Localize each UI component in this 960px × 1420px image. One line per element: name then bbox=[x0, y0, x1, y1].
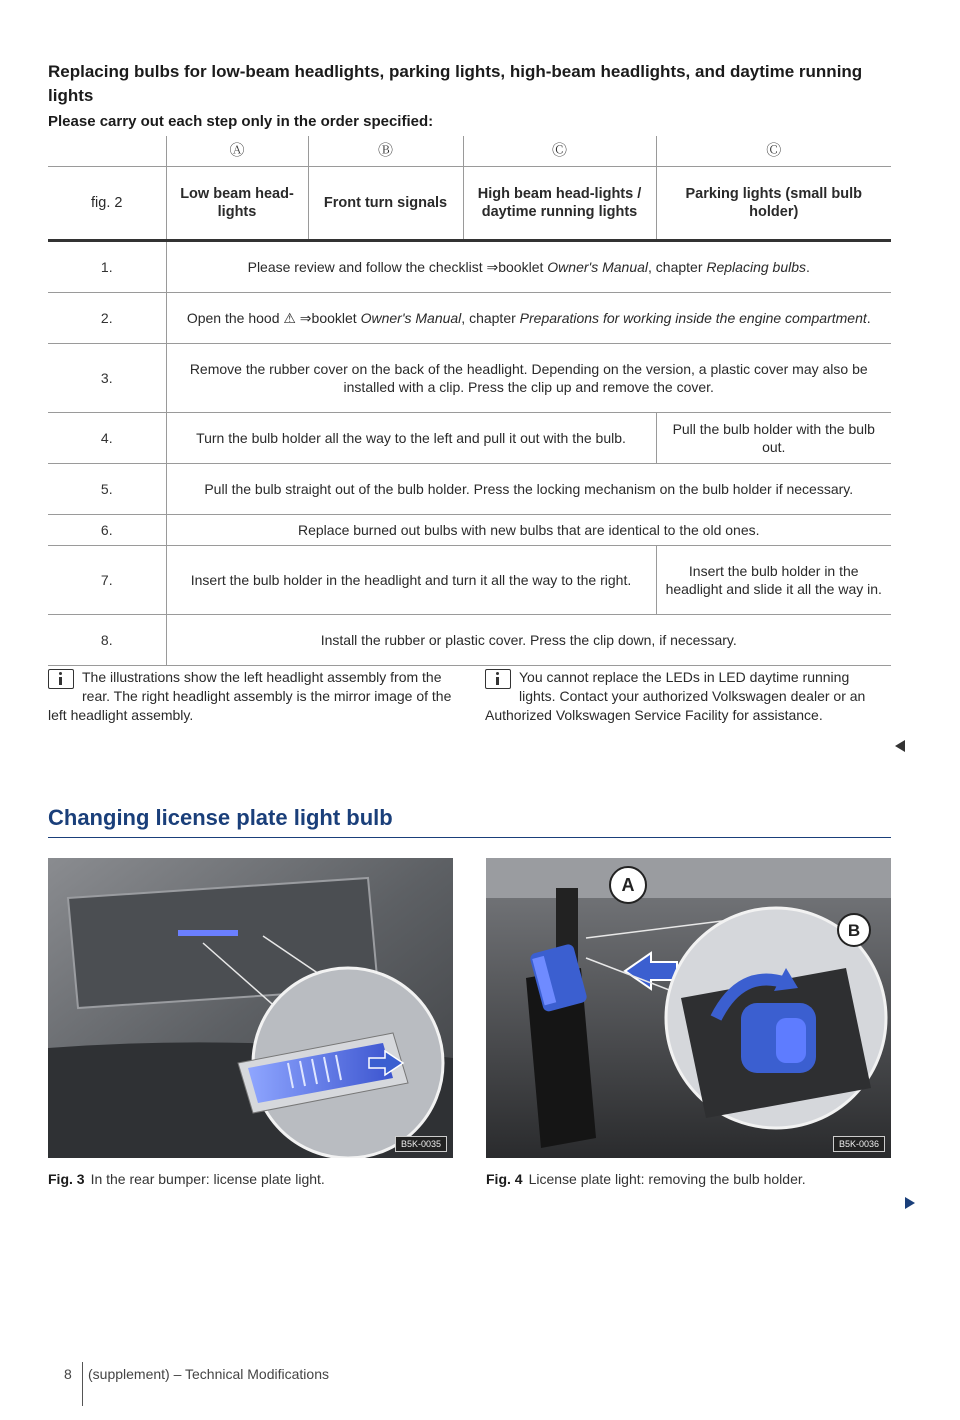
note-left: The illustrations show the left headlight assembly from the rear. The right headlight assembly is the mirror image of the left headlight assembly. bbox=[48, 669, 452, 723]
figure-3 bbox=[48, 858, 453, 1158]
footer-divider bbox=[82, 1362, 83, 1406]
figure-4-caption: Fig. 4 License plate light: removing the bulb holder. bbox=[486, 1171, 806, 1187]
note-right: You cannot replace the LEDs in LED daytime running lights. Contact your authorized Volkswagen dealer or an Authorized Volkswagen Service Facility for assistance. bbox=[485, 669, 866, 723]
page-title: Replacing bulbs for low-beam headlights, parking lights, high-beam headlights, and daytime running lights bbox=[48, 62, 863, 105]
fig-label: fig. 2 bbox=[91, 195, 123, 211]
info-icon bbox=[485, 669, 511, 689]
figure-code: B5K-0036 bbox=[833, 1136, 885, 1152]
page-footer bbox=[64, 1366, 329, 1382]
bulb-holder-removal-illustration bbox=[486, 858, 891, 1158]
page-number: 8 bbox=[64, 1366, 72, 1382]
table-row: 8. Install the rubber or plastic cover. Press the clip down, if necessary. bbox=[48, 615, 891, 666]
steps-table bbox=[48, 136, 891, 666]
step-text: Remove the rubber cover on the back of the headlight. Depending on the version, a plastic cover may also be installed with a clip. Press the clip up and remove the cover. bbox=[166, 344, 891, 413]
symbol-c: Ⓒ bbox=[463, 136, 656, 167]
info-icon bbox=[48, 669, 74, 689]
table-row: 7. Insert the bulb holder in the headlight and turn it all the way to the right. Insert the bulb holder in the headlight and slide it all the way in. bbox=[48, 546, 891, 615]
section-end-icon bbox=[895, 740, 905, 752]
header-turn-signals: Front turn signals bbox=[308, 167, 463, 241]
step-text: Replace burned out bulbs with new bulbs that are identical to the old ones. bbox=[166, 515, 891, 546]
step-text-left: Turn the bulb holder all the way to the left and pull it out with the bulb. bbox=[166, 413, 656, 464]
step-text: Open the hood ⚠ ⇒booklet Owner's Manual, chapter Preparations for working inside the engine compartment. bbox=[166, 293, 891, 344]
header-row bbox=[48, 167, 891, 241]
symbol-b: Ⓑ bbox=[308, 136, 463, 167]
symbol-a: Ⓐ bbox=[166, 136, 308, 167]
step-text-left: Insert the bulb holder in the headlight and turn it all the way to the right. bbox=[166, 546, 656, 615]
table-row: 6. Replace burned out bulbs with new bulbs that are identical to the old ones. bbox=[48, 515, 891, 546]
header-low-beam: Low beam head-lights bbox=[166, 167, 308, 241]
table-row: 3. Remove the rubber cover on the back of the headlight. Depending on the version, a plastic cover may also be installed with a clip. Press the clip up and remove the cover. bbox=[48, 344, 891, 413]
step-text: Install the rubber or plastic cover. Press the clip down, if necessary. bbox=[166, 615, 891, 666]
step-text: Please review and follow the checklist ⇒booklet Owner's Manual, chapter Replacing bulbs. bbox=[166, 241, 891, 293]
intro-text: Please carry out each step only in the order specified: bbox=[48, 113, 434, 130]
table-row: 5. Pull the bulb straight out of the bulb holder. Press the locking mechanism on the bulb holder if necessary. bbox=[48, 464, 891, 515]
header-high-beam: High beam head-lights / daytime running lights bbox=[463, 167, 656, 241]
figure-4 bbox=[486, 858, 891, 1158]
symbol-row bbox=[48, 136, 891, 167]
figure-3-caption: Fig. 3 In the rear bumper: license plate light. bbox=[48, 1171, 325, 1187]
continue-icon bbox=[905, 1197, 915, 1209]
symbol-c2: Ⓒ bbox=[656, 136, 891, 167]
marker-a: A bbox=[621, 875, 635, 895]
footer-text: (supplement) – Technical Modifications bbox=[88, 1366, 329, 1382]
header-parking: Parking lights (small bulb holder) bbox=[656, 167, 891, 241]
table-row: 2. Open the hood ⚠ ⇒booklet Owner's Manual, chapter Preparations for working inside the engine compartment. bbox=[48, 293, 891, 344]
step-text: Pull the bulb straight out of the bulb holder. Press the locking mechanism on the bulb holder if necessary. bbox=[166, 464, 891, 515]
step-text-right: Pull the bulb holder with the bulb out. bbox=[656, 413, 891, 464]
figure-code: B5K-0035 bbox=[395, 1136, 447, 1152]
section-title: Changing license plate light bulb bbox=[48, 805, 891, 838]
license-plate-light-illustration bbox=[48, 858, 453, 1158]
table-row: 1. Please review and follow the checklist ⇒booklet Owner's Manual, chapter Replacing bulbs. bbox=[48, 241, 891, 293]
table-row: 4. Turn the bulb holder all the way to the left and pull it out with the bulb. Pull the bulb holder with the bulb out. bbox=[48, 413, 891, 464]
step-text-right: Insert the bulb holder in the headlight and slide it all the way in. bbox=[656, 546, 891, 615]
marker-b: B bbox=[847, 921, 861, 940]
